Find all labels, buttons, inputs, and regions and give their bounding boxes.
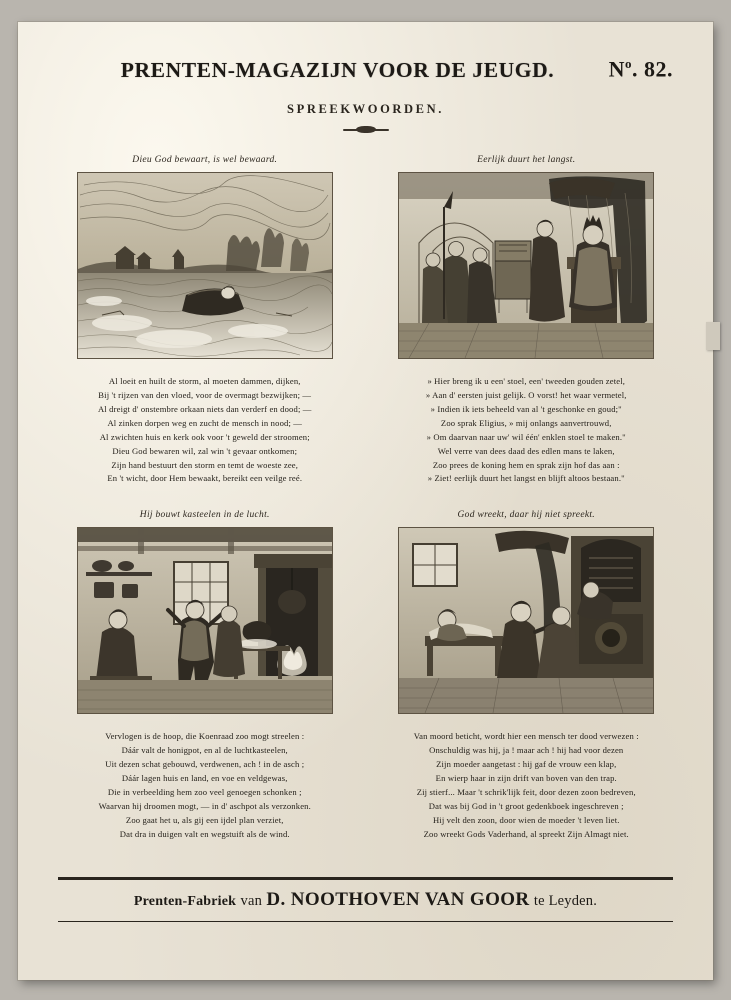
panel-top-right — [380, 155, 674, 486]
verse-line: Zijn hand bestuurt den storm en temt de woeste zee, — [111, 459, 299, 470]
panel-grid — [58, 155, 673, 842]
verse-line: Onschuldig was hij, ja ! maar ach ! hij had voor dezen — [429, 745, 624, 756]
verse-line: Die in verbeelding hem zoo veel genoegen schonken ; — [107, 787, 302, 798]
verse-line: En 't wicht, door Hem bewaakt, bereikt een veilge reé. — [107, 473, 303, 484]
page-subtitle: SPREEKWOORDEN. — [287, 102, 444, 116]
illustration-flood — [77, 172, 333, 359]
verse-line: Dat dra in duigen valt en wegstuift als de wind. — [119, 828, 290, 839]
panel-bottom-right — [380, 510, 674, 841]
page-title: PRENTEN-MAGAZIJN VOOR DE JEUGD. — [120, 58, 555, 82]
illustration-kitchen — [77, 527, 333, 714]
verse-text — [98, 375, 312, 486]
verse-line: » Ziet! eerlijk duurt het langst en blijft altoos bestaan." — [427, 473, 625, 484]
print-sheet — [18, 22, 713, 980]
verse-line: Bij 't rijzen van den vloed, voor de overmagt bezwijken; — — [98, 389, 312, 400]
panel-caption: Hij bouwt kasteelen in de lucht. — [139, 510, 270, 521]
panel-caption: Dieu God bewaart, is wel bewaard. — [132, 155, 278, 165]
imprint — [58, 889, 673, 911]
verse-line: En wierp haar in zijn drift van boven van den trap. — [435, 773, 617, 784]
verse-line: Zoo gaat het u, als gij een ijdel plan verziet, — [125, 814, 284, 825]
judgement-engraving — [399, 528, 653, 713]
verse-line: Al loeit en huilt de storm, al moeten dammen, dijken, — [108, 376, 301, 386]
verse-text — [99, 730, 311, 841]
page-footer — [58, 877, 673, 922]
verse-line: Zij stierf... Maar 't schrik'lijk feit, door dezen zoon bedreven, — [416, 787, 636, 798]
verse-text — [414, 730, 639, 841]
verse-line: Al zinken dorpen weg en zucht de mensch in nood; — — [107, 417, 303, 428]
panel-caption: Eerlijk duurt het langst. — [477, 155, 576, 165]
verse-line: Al zwichten huis en kerk ook voor 't geweld der stroomen; — [99, 431, 310, 442]
panel-top-left — [58, 155, 352, 486]
verse-line: » Om daarvan naar uw' wil één' enklen stoel te maken." — [426, 431, 626, 442]
kitchen-engraving — [78, 528, 332, 713]
issue-number: $N^o$. 82. — [608, 56, 673, 82]
flood-engraving — [78, 173, 332, 358]
verse-line: Zoo sprak Eligius, » mij onlangs aanvertrouwd, — [440, 417, 612, 428]
verse-line: » Aan d' eersten juist gelijk. O vorst! het waar vermetel, — [425, 389, 627, 400]
verse-line: Hij velt den zoon, door wien de moeder 't leven liet. — [432, 814, 620, 825]
panel-caption: God wreekt, daar hij niet spreekt. — [457, 510, 595, 521]
throne-engraving — [399, 173, 653, 358]
verse-line: Dáár lagen huis en land, en voe en veldgewas, — [121, 773, 288, 784]
imprint-part2: van — [240, 893, 263, 909]
verse-line: Vervlogen is de hoop, die Koenraad zoo mogt streelen : — [105, 731, 305, 742]
verse-line: Zijn moeder aangetast : hij gaf de vrouw een klap, — [436, 759, 617, 770]
verse-line: Van moord beticht, wordt hier een mensch ter dood verwezen : — [413, 731, 639, 742]
panel-bottom-left — [58, 510, 352, 841]
verse-text — [426, 375, 627, 486]
verse-line: Dat was bij God in 't groot gedenkboek ingeschreven ; — [428, 800, 624, 811]
imprint-part4: te Leyden. — [533, 893, 598, 909]
verse-line: Zoo prees de koning hem en sprak zijn hof das aan : — [432, 459, 620, 470]
verse-line: Dieu God bewaren wil, zal win 't gevaar ontkomen; — [112, 445, 298, 456]
imprint-part1: Prenten-Fabriek — [133, 894, 237, 909]
illustration-throne — [398, 172, 654, 359]
verse-line: Dáár valt de honigpot, en al de luchtkasteelen, — [121, 745, 288, 756]
verse-line: Zoo wreekt Gods Vaderhand, al spreekt Zijn Almagt niet. — [423, 828, 629, 839]
footer-rule — [58, 877, 673, 880]
ornament-divider — [343, 126, 389, 133]
imprint-publisher: D. NOOTHOVEN VAN GOOR — [266, 889, 530, 910]
footer-rule-thin — [58, 921, 673, 922]
illustration-judgement — [398, 527, 654, 714]
verse-line: Al dreigt d' onstembre orkaan niets dan verderf en dood; — — [97, 403, 312, 414]
verse-line: » Hier breng ik u een' stoel, een' tweeden gouden zetel, — [427, 376, 626, 386]
verse-line: » Indien ik iets beheeld van al 't geschonke en goud;" — [430, 403, 622, 414]
verse-line: Uit dezen schat gebouwd, verdwenen, ach ! in de asch ; — [105, 759, 305, 770]
page-header — [58, 58, 673, 92]
verse-line: Wel verre van dees daad des edlen mans te laken, — [437, 445, 615, 456]
verse-line: Waarvan hij droomen mogt, — in d' aschpot als verzonken. — [98, 800, 311, 811]
